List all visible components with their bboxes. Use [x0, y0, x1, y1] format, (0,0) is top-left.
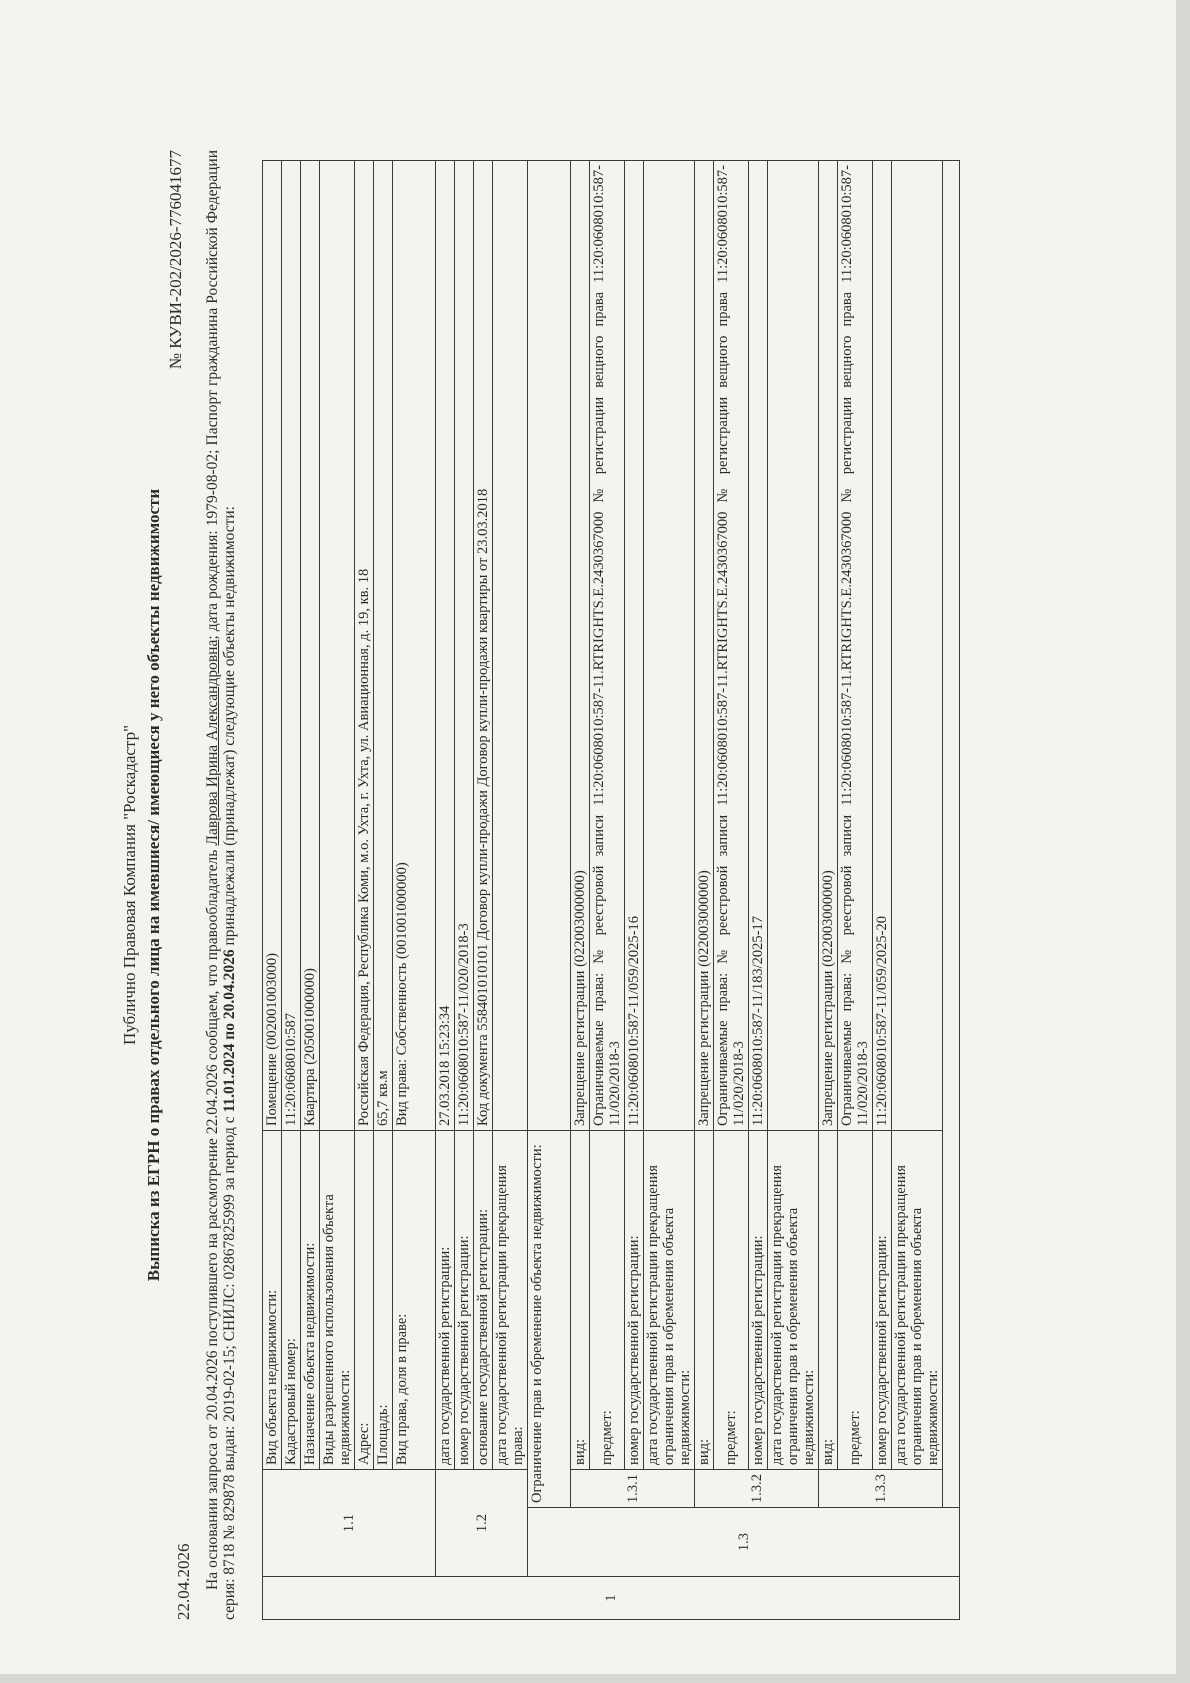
table-row	[455, 161, 474, 1620]
field-label: предмет:	[714, 1131, 749, 1470]
field-label: Площадь:	[374, 1131, 393, 1470]
intro-part2: ; дата рождения: 1979-08-02; Паспорт гражданина Российской Федерации серия: 8718 № 829878 выдан: 2019-02-15; СНИЛС: 02867825999 за период с	[204, 150, 238, 1620]
field-label: Вид права, доля в праве:	[393, 1131, 436, 1470]
field-value: Ограничиваемые права: № реестровой записи 11:20:0608010:587-11.RTRIGHTS.E.2430367000 № регистрации вещного права 11:20:0608010:587-11/020/2018-3	[590, 161, 625, 1131]
field-value: 11:20:0608010:587	[282, 161, 301, 1131]
field-value: 11:20:0608010:587-11/059/2025-20	[873, 161, 892, 1131]
field-label: дата государственной регистрации прекращения ограничения прав и обременения объекта недвижимости:	[644, 1131, 695, 1470]
field-value: 27.03.2018 15:23:34	[436, 161, 455, 1131]
field-value	[768, 161, 819, 1131]
document-title: Выписка из ЕГРН о правах отдельного лица на имевшиеся/ имеющиеся у него объекты недвижимости	[144, 488, 163, 1282]
table-row	[943, 161, 960, 1620]
field-value	[892, 161, 943, 1131]
table-row	[393, 161, 436, 1620]
row-number: 1	[263, 1577, 960, 1620]
field-value: Квартира (205001000000)	[301, 161, 320, 1131]
table-row	[474, 161, 493, 1620]
table-row	[873, 161, 892, 1620]
table-row	[644, 161, 695, 1620]
field-label: Ограничение прав и обременение объекта недвижимости:	[528, 1131, 571, 1508]
field-label: основание государственной регистрации:	[474, 1131, 493, 1470]
document-number: № КУВИ-202/2026-776041677	[166, 150, 185, 370]
table-row	[590, 161, 625, 1620]
table-row	[263, 161, 282, 1620]
field-label: вид:	[819, 1131, 838, 1470]
rights-table	[262, 160, 960, 1620]
table-row	[819, 161, 838, 1620]
table-row	[374, 161, 393, 1620]
field-value: 65,7 кв.м	[374, 161, 393, 1131]
field-value: Помещение (002001003000)	[263, 161, 282, 1131]
field-label: номер государственной регистрации:	[873, 1131, 892, 1470]
table-row	[695, 161, 714, 1620]
subsection-number: 1.3.1	[571, 1470, 695, 1508]
table-row	[892, 161, 943, 1620]
intro-part3: принадлежали (принадлежат) следующие объекты недвижимости:	[221, 506, 238, 946]
table-row	[320, 161, 355, 1620]
field-value: Запрещение регистрации (022003000000)	[695, 161, 714, 1131]
table-row	[571, 161, 590, 1620]
document-date: 22.04.2026	[174, 1543, 193, 1620]
intro-part1: На основании запроса от 20.04.2026 поступившего на рассмотрение 22.04.2026 сообщаем, что правообладатель	[204, 849, 221, 1590]
intro-period: 11.01.2024 по 20.04.2026	[221, 949, 238, 1113]
field-value: Код документа 558401010101 Договор купли-продажи Договор купли-продажи квартиры от 23.03.2018	[474, 161, 493, 1131]
section-number: 1.2	[436, 1470, 528, 1577]
section-number: 1.3	[528, 1508, 960, 1577]
field-label: Назначение объекта недвижимости:	[301, 1131, 320, 1470]
organization-name: Публично Правовая Компания "Роскадастр"	[120, 724, 139, 1046]
field-label: дата государственной регистрации прекращения ограничения прав и обременения объекта недвижимости:	[892, 1131, 943, 1470]
field-value: 11:20:0608010:587-11/020/2018-3	[455, 161, 474, 1131]
owner-name: Лаврова Ирина Александровна	[204, 639, 221, 846]
field-label: дата государственной регистрации прекращения ограничения прав и обременения объекта недвижимости:	[768, 1131, 819, 1470]
field-label: предмет:	[590, 1131, 625, 1470]
table-row	[355, 161, 374, 1620]
table-row	[768, 161, 819, 1620]
field-value	[320, 161, 355, 1131]
field-value	[493, 161, 528, 1131]
section-number: 1.1	[263, 1470, 436, 1577]
table-row	[282, 161, 301, 1620]
field-value: 11:20:0608010:587-11/059/2025-16	[625, 161, 644, 1131]
subsection-number: 1.3.3	[819, 1470, 943, 1508]
field-label: дата государственной регистрации прекращения права:	[493, 1131, 528, 1470]
table-row	[749, 161, 768, 1620]
field-value: Российская Федерация, Республика Коми, м.о. Ухта, г. Ухта, ул. Авиационная, д. 19, кв. 18	[355, 161, 374, 1131]
table-row	[714, 161, 749, 1620]
field-value: Запрещение регистрации (022003000000)	[819, 161, 838, 1131]
table-row	[301, 161, 320, 1620]
field-label: дата государственной регистрации:	[436, 1131, 455, 1470]
table-row	[436, 161, 455, 1620]
table-row	[625, 161, 644, 1620]
field-value	[644, 161, 695, 1131]
field-label: номер государственной регистрации:	[455, 1131, 474, 1470]
field-label: Кадастровый номер:	[282, 1131, 301, 1470]
table-row	[493, 161, 528, 1620]
field-value: Ограничиваемые права: № реестровой записи 11:20:0608010:587-11.RTRIGHTS.E.2430367000 № регистрации вещного права 11:20:0608010:587-11/020/2018-3	[838, 161, 873, 1131]
field-label: Адрес:	[355, 1131, 374, 1470]
field-label: номер государственной регистрации:	[625, 1131, 644, 1470]
subsection-number: 1.3.2	[695, 1470, 819, 1508]
field-label: Вид объекта недвижимости:	[263, 1131, 282, 1470]
table-row	[838, 161, 873, 1620]
field-label: предмет:	[838, 1131, 873, 1470]
field-label: номер государственной регистрации:	[749, 1131, 768, 1470]
table-row	[528, 161, 571, 1620]
field-value: Запрещение регистрации (022003000000)	[571, 161, 590, 1131]
field-value: Вид права: Собственность (001001000000)	[393, 161, 436, 1131]
intro-paragraph	[204, 150, 238, 1620]
field-label: вид:	[695, 1131, 714, 1470]
field-value: 11:20:0608010:587-11/183/2025-17	[749, 161, 768, 1131]
field-label: вид:	[571, 1131, 590, 1470]
field-label: Виды разрешенного использования объекта недвижимости:	[320, 1131, 355, 1470]
document-body	[120, 150, 1110, 1620]
field-value: Ограничиваемые права: № реестровой записи 11:20:0608010:587-11.RTRIGHTS.E.2430367000 № регистрации вещного права 11:20:0608010:587-11/020/2018-3	[714, 161, 749, 1131]
